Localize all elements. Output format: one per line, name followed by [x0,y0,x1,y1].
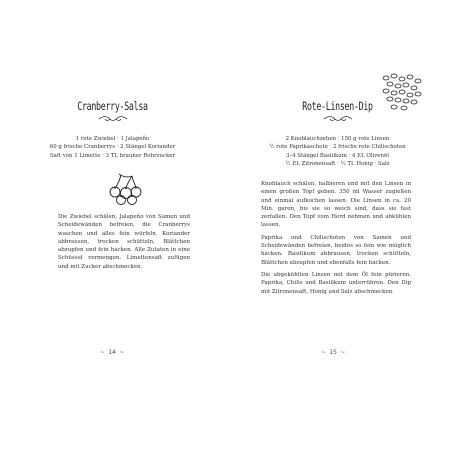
recipe-title: Cranberry-Salsa [77,99,148,113]
ingredient-line: ½ rote Paprikaschote · 2 frische rote Chilischoten [269,144,406,151]
ingredient-line: 3–4 Stängel Basilikum · 4 EL Olivenöl [286,152,389,159]
page-number-dash-left: ~ [321,348,326,356]
page-number-value: 15 [329,348,337,356]
page-number-dash-right: ~ [340,348,345,356]
flourish-divider-icon [323,115,353,123]
page-number [313,348,353,356]
recipe-title: Rote-Linsen-Dip [302,99,373,113]
page-number-value: 14 [108,348,116,356]
instruction-paragraph: Knoblauch schälen, halbieren und mit den Linsen in einen großen Topf geben. 350 ml Wasser zugießen und einmal aufkochen lassen. Die Linsen in ca. 20 Min. garen, bis sie so weich sind, dass sie fast zerfallen. Den Topf vom Herd nehmen und abkühlen lassen. [261,181,411,229]
ingredient-list [225,135,450,168]
instructions [58,213,190,275]
instruction-paragraph: Die Zwiebel schälen, Jalapeño von Samen und Scheidewänden befreien, die Cranberrys waschen und alles fein würfeln. Koriander abbrausen, trocken schütteln, Blättchen abzupfen und fein hacken. Alle Zutaten in eine Schüssel vermengen. Limettensaft zufügen und mit Zucker abschmecken. [58,214,190,270]
page-number [92,348,132,356]
ingredient-line: ½ EL Zitronensaft · ½ TL Honig · Salz [285,160,390,167]
cranberries-sketch-icon [105,172,147,206]
page-number-dash-right: ~ [119,348,124,356]
right-page [225,0,450,450]
ingredient-line: 1 rote Zwiebel · 1 Jalapeño [75,136,150,142]
ingredient-line: 2 Knoblauchzehen · 150 g rote Linsen [285,136,390,142]
instruction-paragraph: Paprika und Chilischoten von Samen und Scheidewänden befreien, beides so fein wie möglich hacken. Basilikum abbrausen, trocken schütteln, Blättchen abzupfen und ebenfalls fein hacken. [261,234,411,266]
instruction-paragraph: Die abgekühlten Linsen mit dem Öl fein pürieren. Paprika, Chilis und Basilikum unterrühren. Den Dip mit Zitronensaft, Honig und Salz abschmecken. [261,271,411,295]
ingredient-line: 60 g frische Cranberrys · 2 Stängel Koriander [49,144,176,151]
ingredient-list [0,135,225,160]
page-number-dash-left: ~ [100,348,105,356]
instructions [261,180,411,300]
flourish-divider-icon [98,115,128,123]
ingredient-line: Saft von 1 Limette · 3 TL brauner Rohrzucker [49,152,176,159]
